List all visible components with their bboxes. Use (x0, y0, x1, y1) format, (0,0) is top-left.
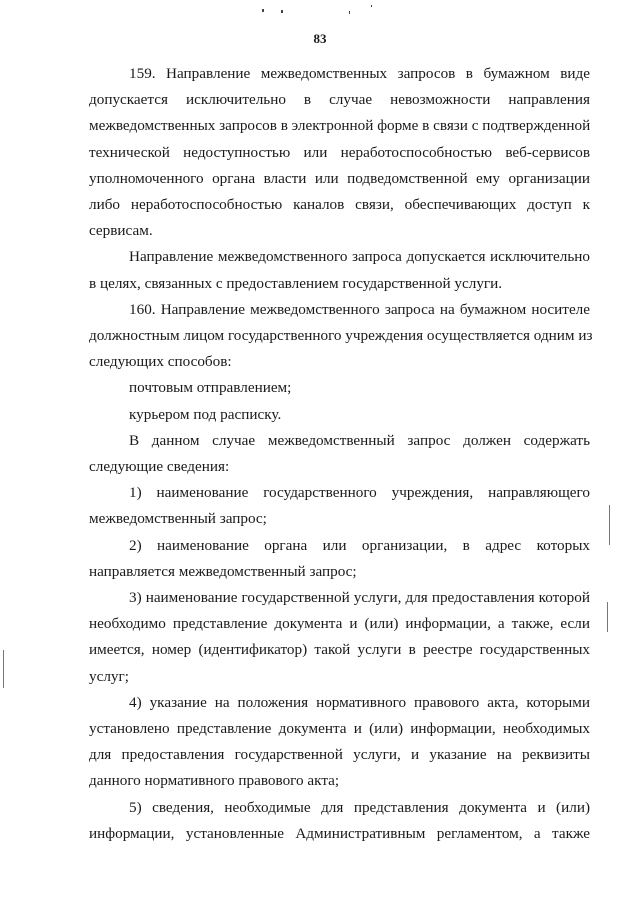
text-line: для предоставления государственной услуги, и указание на реквизиты (89, 746, 590, 764)
text-line: уполномоченного органа власти или подведомственной ему организации (89, 169, 590, 187)
text-line: Направление межведомственного запроса допускается исключительно (129, 248, 590, 266)
text-line: данного нормативного правового акта; (89, 772, 340, 790)
text-line: следующие сведения: (89, 458, 230, 475)
text-line: либо неработоспособностью каналов связи, обеспечивающих доступ к (89, 196, 590, 213)
text-line: технической недоступностью или неработоспособностью веб-сервисов (89, 143, 590, 161)
text-line: сервисам. (89, 222, 153, 240)
scan-edge-line (609, 505, 610, 545)
text-line: следующих способов: (89, 353, 232, 371)
text-line: 3) наименование государственной услуги, для предоставления которой (129, 589, 590, 606)
text-line: должностным лицом государственного учреждения осуществляется одним из (89, 327, 593, 344)
text-line: допускается исключительно в случае невозможности направления (89, 91, 590, 109)
text-line: информации, установленные Административным регламентом, а также (89, 824, 590, 842)
text-line: необходимо представление документа и (или) информации, а также, если (89, 615, 590, 633)
text-line: почтовым отправлением; (129, 379, 292, 397)
text-line: курьером под расписку. (129, 405, 282, 423)
text-line: услуг; (89, 667, 129, 685)
text-line: межведомственный запрос; (89, 510, 267, 528)
text-line: установлено представление документа и (или) информации, необходимых (89, 720, 590, 737)
text-line: 160. Направление межведомственного запроса на бумажном носителе (129, 300, 590, 318)
scan-speck (349, 11, 350, 14)
text-line: 4) указание на положения нормативного правового акта, которыми (129, 693, 590, 711)
scan-edge-line (607, 602, 608, 632)
page-number: 83 (313, 31, 327, 46)
text-line: 5) сведения, необходимые для представления документа и (или) (129, 798, 590, 816)
scan-speck (281, 10, 283, 13)
scan-speck (371, 5, 372, 7)
text-line: 1) наименование государственного учреждения, направляющего (129, 484, 590, 502)
text-line: имеется, номер (идентификатор) такой услуги в реестре государственных (89, 641, 590, 659)
text-line: В данном случае межведомственный запрос должен содержать (129, 431, 590, 449)
text-line: 2) наименование органа или организации, в адрес которых (129, 536, 590, 554)
text-line: межведомственных запросов в электронной форме в связи с подтвержденной (89, 117, 591, 135)
text-line: в целях, связанных с предоставлением государственной услуги. (89, 274, 503, 292)
scan-speck (262, 9, 264, 12)
text-line: направляется межведомственный запрос; (89, 562, 357, 580)
text-line: 159. Направление межведомственных запросов в бумажном виде (129, 65, 590, 82)
scan-edge-line (3, 650, 4, 688)
